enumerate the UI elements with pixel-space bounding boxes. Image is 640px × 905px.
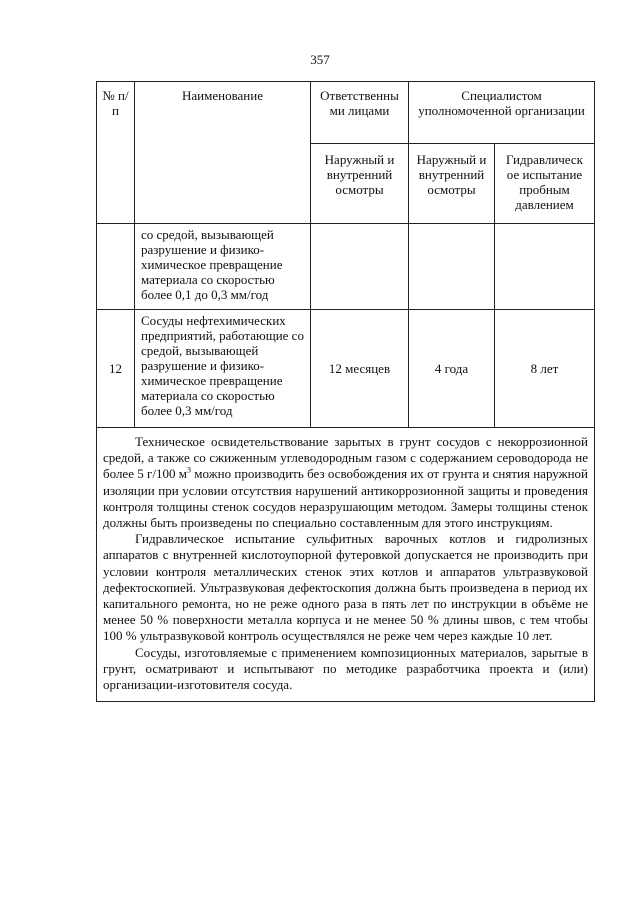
notes-cell — [97, 428, 595, 702]
row-hydraulic: 8 лет — [495, 310, 595, 428]
page-number: 357 — [310, 52, 330, 67]
header-resp-inspection: Наружный и внутренний осмотры — [311, 144, 409, 224]
header-hydraulic: Гидравлическ ое испытание пробным давлением — [495, 144, 595, 224]
header-row-1 — [97, 82, 595, 144]
row-spec-inspection: 4 года — [409, 310, 495, 428]
table-row — [97, 224, 595, 310]
note-1-text: Техническое освидетельствование зарытых в грунт сосудов с некоррозионной средой, а также со сжиженным углеводородным газом с содержанием сероводорода не более 5 г/100 м — [103, 434, 588, 482]
row-responsible — [311, 224, 409, 310]
row-num — [97, 224, 135, 310]
note-1-text-cont: можно производить без освобождения их от грунта и снятия наружной изоляции при условии отсутствия нарушений антикоррозионной защиты и проведения контроля толщины стенок сосудов неразрушающим методом. Замеры толщины стенок должны быть произведены по специально составленным для этого инструкциям. — [103, 466, 588, 531]
header-name: Наименование — [135, 82, 311, 224]
header-num: № п/п — [97, 82, 135, 224]
row-responsible: 12 месяцев — [311, 310, 409, 428]
row-hydraulic — [495, 224, 595, 310]
row-name: Сосуды нефтехимических предприятий, работающие со средой, вызывающей разрушение и физико-химическое превращение материала со скоростью более 0,3 мм/год — [135, 310, 311, 428]
note-1-superscript: 3 — [186, 466, 191, 476]
table-row — [97, 310, 595, 428]
note-paragraph-2: Гидравлическое испытание сульфитных варочных котлов и гидролизных аппаратов с внутренней кислотоупорной футеровкой допускается не производить при условии контроля металлических стенок этих котлов и аппаратов ультразвуковой дефектоскопией. Ультразвуковая дефектоскопия должна быть произведена в период их капитального ремонта, но не реже одного раза в пять лет по инструкции в объёме не менее 50 % поверхности металла корпуса и не менее 50 % длины швов, с тем чтобы 100 % ультразвуковой контроль осуществлялся не реже чем через каждые 10 лет. — [103, 531, 588, 644]
notes-row — [97, 428, 595, 702]
inspection-schedule-table — [96, 81, 595, 702]
header-specialist: Специалистом уполномоченной организации — [409, 82, 595, 144]
row-name: со средой, вызывающей разрушение и физико-химическое превращение материала со скоростью более 0,1 до 0,3 мм/год — [135, 224, 311, 310]
row-spec-inspection — [409, 224, 495, 310]
note-paragraph-3: Сосуды, изготовляемые с применением композиционных материалов, зарытые в грунт, осматривают и испытывают по методике разработчика проекта и (или) организации-изготовителя сосуда. — [103, 644, 588, 693]
header-spec-inspection: Наружный и внутренний осмотры — [409, 144, 495, 224]
row-num: 12 — [97, 310, 135, 428]
header-responsible: Ответственны ми лицами — [311, 82, 409, 144]
note-paragraph-1 — [103, 434, 588, 531]
